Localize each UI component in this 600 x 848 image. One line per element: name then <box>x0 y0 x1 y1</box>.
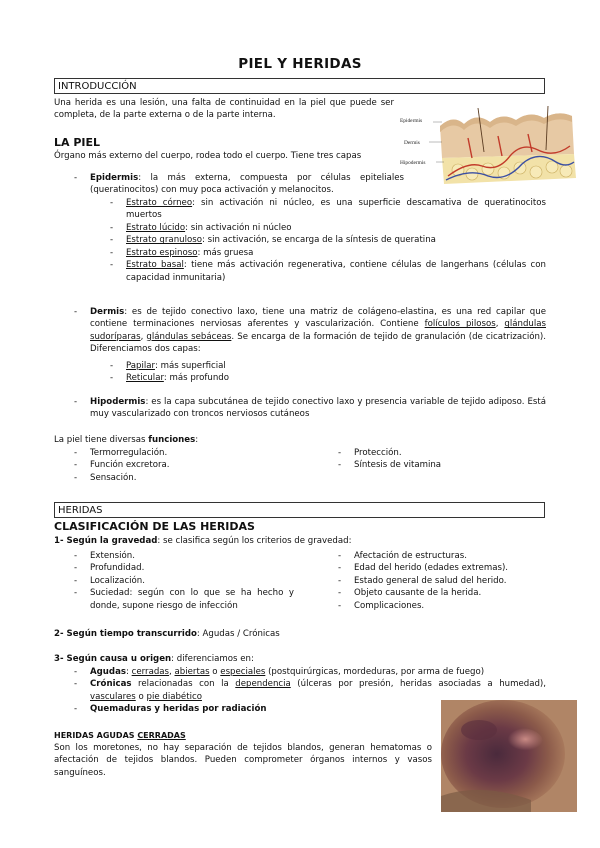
list-item <box>110 259 546 284</box>
criterio-gravedad <box>54 535 351 547</box>
criterio-item: Localización. <box>90 575 145 586</box>
list-item <box>74 666 546 678</box>
list-item <box>110 360 410 372</box>
bullet-dash: - <box>338 588 342 599</box>
agudas-desc: (postquirúrgicas, mordeduras, por arma de fuego) <box>265 667 485 677</box>
funciones-right-list <box>338 447 538 472</box>
hipodermis-text <box>90 396 546 421</box>
criterio-item: Profundidad. <box>90 563 145 574</box>
bullet-dash: - <box>74 472 78 483</box>
page-title: PIEL Y HERIDAS <box>238 56 362 72</box>
funciones-pre: La piel tiene diversas <box>54 435 149 445</box>
term-funciones: funciones <box>148 435 196 445</box>
cronicas-desc-1: relacionadas con la <box>131 679 236 690</box>
agudas-cerradas-u: CERRADAS <box>137 731 186 740</box>
bullet-dash: - <box>74 460 78 471</box>
causa-desc: : diferenciamos en: <box>171 654 254 664</box>
sub-dash: - <box>110 223 114 233</box>
list-item <box>338 550 548 562</box>
sep: , <box>140 331 147 342</box>
list-item <box>338 600 548 612</box>
gravedad-left-list <box>74 550 310 612</box>
label-dermis: Dermis <box>404 140 420 146</box>
term-dependencia: dependencia <box>235 679 291 690</box>
term-cronicas: Crónicas <box>90 679 132 690</box>
dermis-text <box>90 306 546 356</box>
list-item <box>110 247 546 259</box>
bullet-dash: - <box>74 397 78 407</box>
term-estrato-corneo: Estrato córneo <box>126 198 193 208</box>
list-item <box>74 575 310 587</box>
list-item <box>338 562 548 574</box>
funciones-left-list <box>74 447 324 484</box>
sub-dash: - <box>110 235 114 246</box>
funcion-item: Síntesis de vitamina <box>354 460 442 471</box>
bullet-dash: - <box>338 551 342 561</box>
criterio-item: Extensión. <box>90 551 135 561</box>
heading-la-piel: LA PIEL <box>54 136 101 149</box>
bullet-dash: - <box>74 704 78 715</box>
bruise-highlight <box>499 728 543 756</box>
list-item <box>74 447 324 459</box>
term-quemaduras: Quemaduras y heridas por radiación <box>90 704 267 715</box>
dermis-sublist <box>110 360 410 385</box>
tiempo-desc: : Agudas / Crónicas <box>196 629 280 639</box>
bullet-dash: - <box>74 551 78 561</box>
subheading-agudas-cerradas <box>54 730 186 742</box>
bullet-dash: - <box>74 667 78 677</box>
estrato-espinoso-desc: : más gruesa <box>197 247 254 258</box>
criterio-item: Objeto causante de la herida. <box>354 588 482 599</box>
gravedad-desc: : se clasifica según los criterios de gravedad: <box>157 536 352 546</box>
piel-intro: Órgano más externo del cuerpo, rodea todo el cuerpo. Tiene tres capas <box>54 151 362 161</box>
term-vasculares: vasculares <box>90 691 136 702</box>
list-item <box>110 372 410 384</box>
funcion-item: Función excretora. <box>90 460 170 471</box>
label-epidermis: Epidermis <box>400 118 423 124</box>
term-tiempo: 2- Según tiempo transcurrido <box>54 629 197 639</box>
dermis-item <box>74 306 546 356</box>
bruise-dark-spot <box>461 720 497 740</box>
term-estrato-lucido: Estrato lúcido <box>126 223 186 233</box>
term-sudoriparas: glándulas sudoríparas <box>90 319 546 342</box>
bullet-dash: - <box>74 448 78 458</box>
term-sebaceas: glándulas sebáceas <box>146 331 232 342</box>
list-item <box>110 234 546 246</box>
intro-paragraph: Una herida es una lesión, una falta de continuidad en la piel que puede ser completa, de la parte externa o de la parte interna. <box>54 98 394 121</box>
estrato-lucido-desc: : sin activación ni núcleo <box>185 223 292 233</box>
criterio-causa <box>54 653 254 665</box>
sub-dash: - <box>110 198 114 208</box>
criterio-item: Estado general de salud del herido. <box>354 575 507 586</box>
estrato-granuloso-desc: : sin activación, se encarga de la síntesis de queratina <box>201 235 436 246</box>
term-reticular: Reticular <box>126 373 164 384</box>
list-item <box>338 587 548 599</box>
term-epidermis: Epidermis <box>90 173 139 183</box>
dermis-desc-2: . Se encarga de la formación de tejido de granulación (de cicatrización). Diferenciamos dos capas: <box>90 331 547 355</box>
list-item <box>74 587 310 612</box>
funcion-item: Sensación. <box>90 472 137 483</box>
term-foliculos: folículos pilosos <box>424 319 496 330</box>
bruise-photo <box>441 700 577 812</box>
bullet-dash: - <box>74 563 78 574</box>
term-dermis: Dermis <box>90 307 125 317</box>
funcion-item: Termorregulación. <box>90 448 168 458</box>
funcion-item: Protección. <box>354 448 402 458</box>
bullet-dash: - <box>338 575 342 586</box>
section-box-heridas: HERIDAS <box>54 502 545 518</box>
epidermis-item <box>74 172 546 197</box>
list-item <box>74 562 310 574</box>
term-especiales: especiales <box>220 667 266 677</box>
list-item <box>74 550 310 562</box>
agudas-cerradas-pre: HERIDAS AGUDAS <box>54 731 138 740</box>
section-box-introduccion: INTRODUCCIÓN <box>54 78 545 94</box>
term-gravedad: 1- Según la gravedad <box>54 536 158 546</box>
sep: , <box>495 319 505 330</box>
sub-dash: - <box>110 361 114 371</box>
heading-clasificacion: CLASIFICACIÓN DE LAS HERIDAS <box>54 520 255 533</box>
funciones-intro <box>54 434 198 446</box>
list-item <box>338 459 538 471</box>
sep: : <box>126 667 132 677</box>
sep: , <box>169 667 175 677</box>
hipodermis-item <box>74 396 546 421</box>
estrato-basal-desc: : tiene más activación regenerativa, contiene células de langerhans (células con capacidad inmunitaria) <box>126 260 546 283</box>
bullet-dash: - <box>74 575 78 586</box>
label-hipodermis: Hipodermis <box>400 160 426 166</box>
term-estrato-granuloso: Estrato granuloso <box>126 235 202 246</box>
epidermis-desc: : la más externa, compuesta por células epiteliales (queratinocitos) con muy poca activación y melanocitos. <box>90 173 404 196</box>
term-agudas: Agudas <box>90 667 126 677</box>
bullet-dash: - <box>74 588 78 599</box>
term-papilar: Papilar <box>126 361 155 371</box>
sub-dash: - <box>110 373 114 384</box>
list-item <box>74 472 324 484</box>
term-abiertas: abiertas <box>174 667 210 677</box>
term-pie-diabetico: pie diabético <box>146 691 202 702</box>
agudas-cerradas-paragraph: Son los moretones, no hay separación de tejidos blandos, generan hematomas o afectación de tejidos blandos. Pueden comprometer órganos internos y vasos sanguíneos. <box>54 743 432 778</box>
reticular-desc: : más profundo <box>163 373 230 384</box>
papilar-desc: : más superficial <box>154 361 226 371</box>
sub-dash: - <box>110 260 114 271</box>
criterio-item: Edad del herido (edades extremas). <box>354 563 509 574</box>
cronicas-desc-2: (úlceras por presión, heridas asociadas a humedad), <box>290 679 547 690</box>
bullet-dash: - <box>338 460 342 471</box>
bullet-dash: - <box>338 448 342 458</box>
gravedad-right-list <box>338 550 548 612</box>
list-item <box>110 222 546 234</box>
bullet-dash: - <box>74 307 78 317</box>
criterio-tiempo <box>54 628 280 640</box>
term-cerradas: cerradas <box>131 667 170 677</box>
epidermis-text <box>90 172 404 197</box>
bullet-dash: - <box>74 173 78 183</box>
epidermis-sublist <box>110 197 546 284</box>
funciones-post: : <box>195 435 199 445</box>
criterio-item: Suciedad: según con lo que se ha hecho y donde, supone riesgo de infección <box>90 588 294 611</box>
list-item <box>338 575 548 587</box>
criterio-item: Complicaciones. <box>354 600 425 611</box>
list-item <box>74 459 324 471</box>
term-estrato-basal: Estrato basal <box>126 260 184 271</box>
estrato-corneo-desc: : sin activación ni núcleo, es una superficie descamativa de queratinocitos muertos <box>126 198 546 221</box>
term-estrato-espinoso: Estrato espinoso <box>126 247 198 258</box>
hipodermis-desc: : es la capa subcutánea de tejido conectivo laxo y presencia variable de tejido adiposo. Está muy vascularizado con troncos nerviosos cutáneos <box>90 397 546 420</box>
sub-dash: - <box>110 247 114 258</box>
list-item <box>338 447 538 459</box>
bullet-dash: - <box>338 600 342 611</box>
sep: o <box>209 667 221 677</box>
sep: o <box>135 691 147 702</box>
term-causa: 3- Según causa u origen <box>54 654 172 664</box>
bruise-image <box>441 700 577 812</box>
term-hipodermis: Hipodermis <box>90 397 146 407</box>
criterio-item: Afectación de estructuras. <box>354 551 467 561</box>
bullet-dash: - <box>338 563 342 574</box>
list-item <box>110 197 546 222</box>
bullet-dash: - <box>74 679 78 690</box>
dermis-desc-1: : es de tejido conectivo laxo, tiene una matriz de colágeno-elastina, es una red capilar que contiene terminaciones nerviosas aferentes y vascularización. Contiene <box>90 307 546 330</box>
